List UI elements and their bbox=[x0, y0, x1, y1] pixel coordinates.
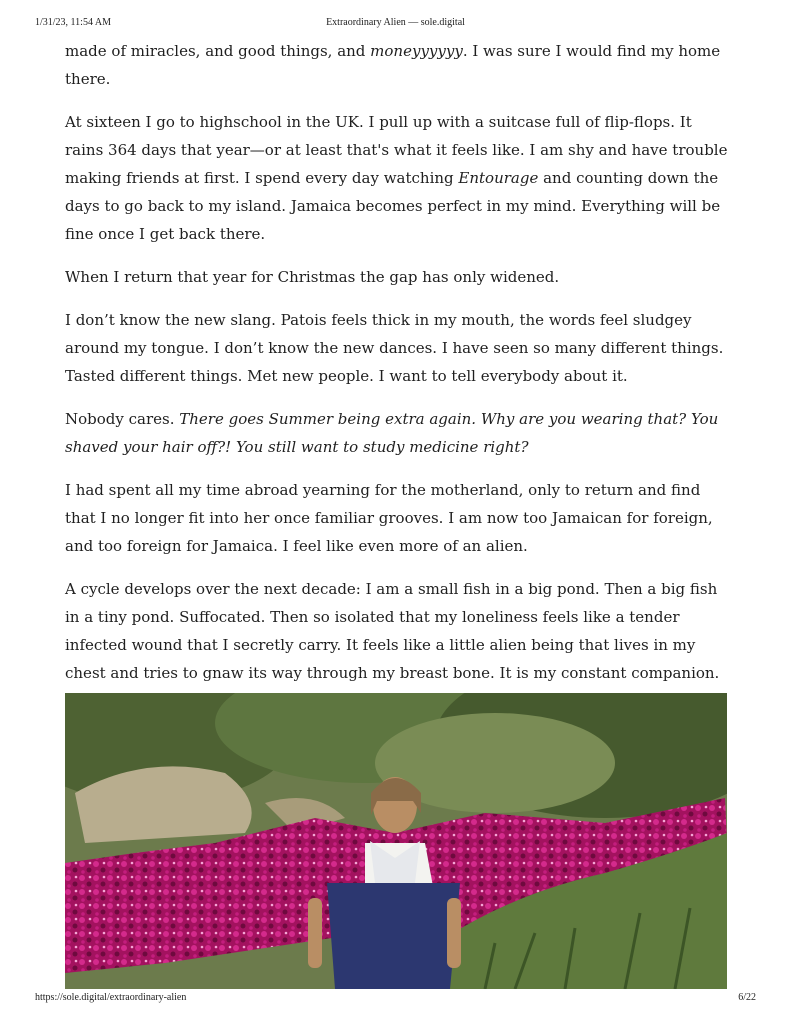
paragraph-5: Nobody cares. There goes Summer being extra again. Why are you wearing that? You shaved your hair off?! You still want to study medicine right? bbox=[65, 410, 719, 456]
print-url: https://sole.digital/extraordinary-alien bbox=[35, 992, 187, 1003]
paragraph-2: At sixteen I go to highschool in the UK. I pull up with a suitcase full of flip-flops. It rains 364 days that year—or at least that's what it feels like. I am shy and have trouble making friends at first. I spend every day watching Entourage and counting down the days to go back to my island. Jamaica becomes perfect in my mind. Everything will be fine once I get back there. bbox=[65, 113, 728, 243]
print-page-number: 6/22 bbox=[738, 992, 756, 1003]
paragraph-3: When I return that year for Christmas the gap has only widened. bbox=[65, 268, 560, 286]
article-photo-girl-with-glitter-river bbox=[65, 693, 727, 989]
paragraph-4: I don’t know the new slang. Patois feels thick in my mouth, the words feel sludgey around my tongue. I don’t know the new dances. I have seen so many different things. Tasted different things. Met new people. I want to tell everybody about it. bbox=[65, 311, 724, 385]
print-footer bbox=[0, 992, 791, 1006]
paragraph-6: I had spent all my time abroad yearning for the motherland, only to return and find that I no longer fit into her once familiar grooves. I am now too Jamaican for foreign, and too foreign for Jamaica. I feel like even more of an alien. bbox=[65, 481, 713, 555]
article-body bbox=[65, 37, 730, 702]
print-page-title: Extraordinary Alien — sole.digital bbox=[326, 17, 465, 28]
print-datetime: 1/31/23, 11:54 AM bbox=[35, 17, 112, 28]
paragraph-7: A cycle develops over the next decade: I am a small fish in a big pond. Then a big fish in a tiny pond. Suffocated. Then so isolated that my loneliness feels like a tender infected wound that I secretly carry. It feels like a little alien being that lives in my chest and tries to gnaw its way through my breast bone. It is my constant companion. bbox=[65, 580, 720, 682]
paragraph-1: made of miracles, and good things, and moneyyyyyy. I was sure I would find my home there. bbox=[65, 42, 721, 88]
print-header bbox=[0, 17, 791, 31]
